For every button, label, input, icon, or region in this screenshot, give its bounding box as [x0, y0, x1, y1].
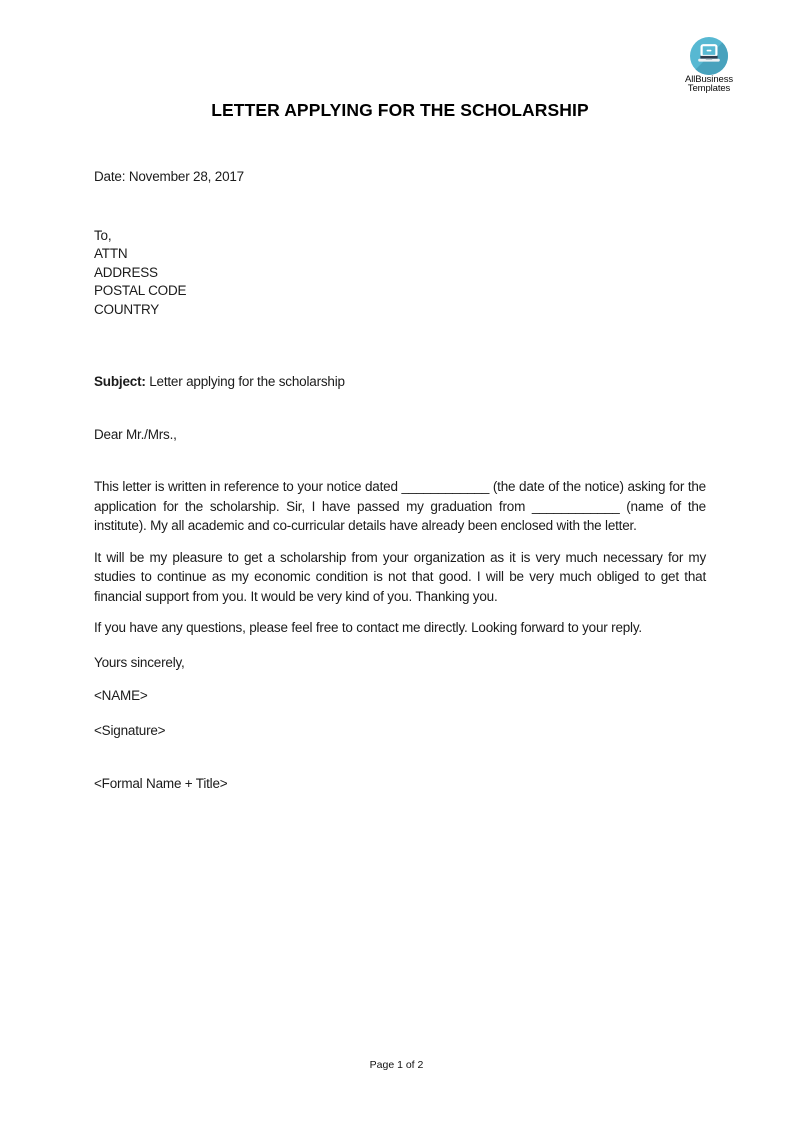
letter-content	[94, 0, 706, 794]
subject-label: Subject:	[94, 374, 146, 389]
page-number-indicator: Page 1 of 2	[369, 1059, 424, 1071]
salutation: Dear Mr./Mrs.,	[94, 426, 177, 442]
name-placeholder: <NAME>	[94, 688, 148, 703]
closing-line: Yours sincerely,	[94, 654, 185, 670]
subject-line	[94, 372, 706, 392]
body-paragraph-1: This letter is written in reference to your notice dated ____________ (the date of the notice) asking for the application for the scholarship. Sir, I have passed my graduation from ____________ (name of the institute). My all academic and co-curricular details have already been enclosed with the letter.	[94, 479, 706, 533]
body-paragraph-2: It will be my pleasure to get a scholarship from your organization as it is very much necessary for my studies to continue as my economic condition is not that good. I will be very much obliged to get that financial support from you. It would be very kind of you. Thanking you.	[94, 549, 706, 604]
recipient-line-address: ADDRESS	[94, 264, 158, 280]
recipient-line-attn: ATTN	[94, 246, 128, 261]
recipient-line-country: COUNTRY	[94, 301, 160, 317]
recipient-line-postal-code: POSTAL CODE	[94, 283, 187, 298]
signature-placeholder: <Signature>	[94, 722, 166, 738]
brand-name-line2: Templates	[687, 82, 731, 94]
formal-name-placeholder: <Formal Name + Title>	[94, 776, 228, 791]
recipient-line-to: To,	[94, 227, 112, 243]
brand-name-line1: AllBusiness	[684, 74, 733, 85]
recipient-block	[94, 227, 706, 320]
date-line: Date: November 28, 2017	[94, 169, 244, 184]
document-title: LETTER APPLYING FOR THE SCHOLARSHIP	[211, 100, 589, 120]
subject-text: Letter applying for the scholarship	[149, 374, 345, 389]
body-paragraph-3: If you have any questions, please feel free to contact me directly. Looking forward to your reply.	[94, 620, 642, 635]
